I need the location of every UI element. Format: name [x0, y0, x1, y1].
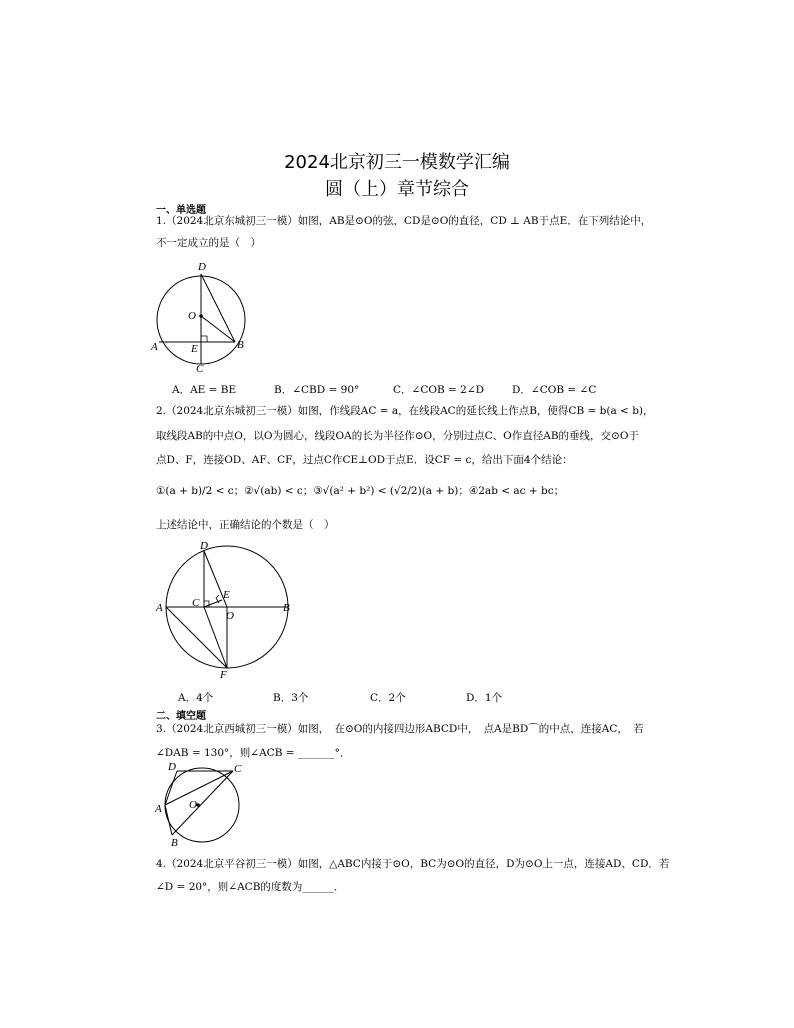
q1-label-a: A [151, 341, 158, 353]
q3-label-b: B [171, 837, 178, 849]
section-heading-fill-blank: 二、填空题 [156, 711, 206, 722]
q1-option-b[interactable]: B．∠CBD = 90° [274, 384, 360, 396]
q3-text-line2: ∠DAB = 130°，则∠ACB = _______°． [156, 747, 351, 759]
q3-label-o: O [189, 799, 197, 811]
q2-option-a[interactable]: A．4个 [178, 692, 214, 704]
q4-text-line2: ∠D = 20°，则∠ACB的度数为______． [156, 881, 345, 893]
q1-figure [150, 258, 260, 376]
q1-text-line1: 1.（2024北京东城初三一模）如图，AB是⊙O的弦，CD是⊙O的直径，CD ⊥ AB于点E．在下列结论中， [156, 215, 652, 227]
q2-text-line5: 上述结论中，正确结论的个数是（ ） [156, 519, 335, 531]
q1-label-d: D [198, 261, 206, 273]
q2-option-d[interactable]: D．1个 [466, 692, 503, 704]
q2-segment-cf [204, 607, 227, 668]
q2-figure [150, 538, 300, 680]
q1-label-b: B [237, 339, 244, 351]
q1-label-e: E [191, 343, 198, 355]
page-subtitle: 圆（上）章节综合 [325, 179, 469, 200]
q3-side-bc [172, 771, 233, 835]
q1-label-c: C [196, 363, 204, 375]
q3-side-ab [165, 805, 172, 835]
q3-figure [150, 762, 250, 850]
q2-label-o: O [226, 610, 234, 622]
q1-option-a[interactable]: A．AE = BE [172, 384, 237, 396]
q2-label-e: E [223, 589, 230, 601]
q2-label-a: A [156, 602, 163, 614]
q2-text-line3: 点D、F，连接OD、AF、CF，过点C作CE⊥OD于点E．设CF = c，给出下面4个结论： [156, 454, 573, 466]
q2-conclusions: ①(a + b)/2 < c；②√(ab) < c；③√(a² + b²) < (√2/2)(a + b)；④2ab < ac + bc； [156, 485, 565, 497]
q3-label-c: C [234, 763, 242, 775]
q1-option-c[interactable]: C．∠COB = 2∠D [393, 384, 485, 396]
q1-option-d[interactable]: D．∠COB = ∠C [512, 384, 597, 396]
page-title: 2024北京初三一模数学汇编 [284, 152, 510, 173]
q1-text-line2: 不一定成立的是（ ） [156, 237, 261, 249]
q3-label-d: D [168, 762, 176, 773]
q2-label-c: C [192, 597, 200, 609]
q3-text-line1: 3.（2024北京西城初三一模）如图， 在⊙O的内接四边形ABCD中， 点A是BD⌒的中点，连接AC， 若 [156, 723, 644, 735]
section-heading-single-choice: 一、单选题 [156, 205, 206, 216]
q2-segment-af [166, 607, 227, 668]
q2-option-b[interactable]: B．3个 [273, 692, 309, 704]
q3-label-a: A [155, 803, 162, 815]
q2-label-b: B [283, 602, 290, 614]
q2-text-line2: 取线段AB的中点O，以O为圆心，线段OA的长为半径作⊙O，分别过点C、O作直径AB的垂线，交⊙O于 [156, 430, 639, 442]
q2-option-c[interactable]: C．2个 [370, 692, 406, 704]
q1-right-angle-mark [201, 336, 207, 342]
q1-label-o: O [188, 310, 196, 322]
q4-text-line1: 4.（2024北京平谷初三一模）如图，△ABC内接于⊙O，BC为⊙O的直径，D为⊙O上一点，连接AD、CD．若 [156, 858, 670, 870]
q2-text-line1: 2.（2024北京东城初三一模）如图，作线段AC = a，在线段AC的延长线上作点B，使得CB = b(a < b)， [156, 405, 654, 417]
q2-label-f: F [220, 669, 227, 680]
q2-label-d: D [200, 540, 208, 552]
